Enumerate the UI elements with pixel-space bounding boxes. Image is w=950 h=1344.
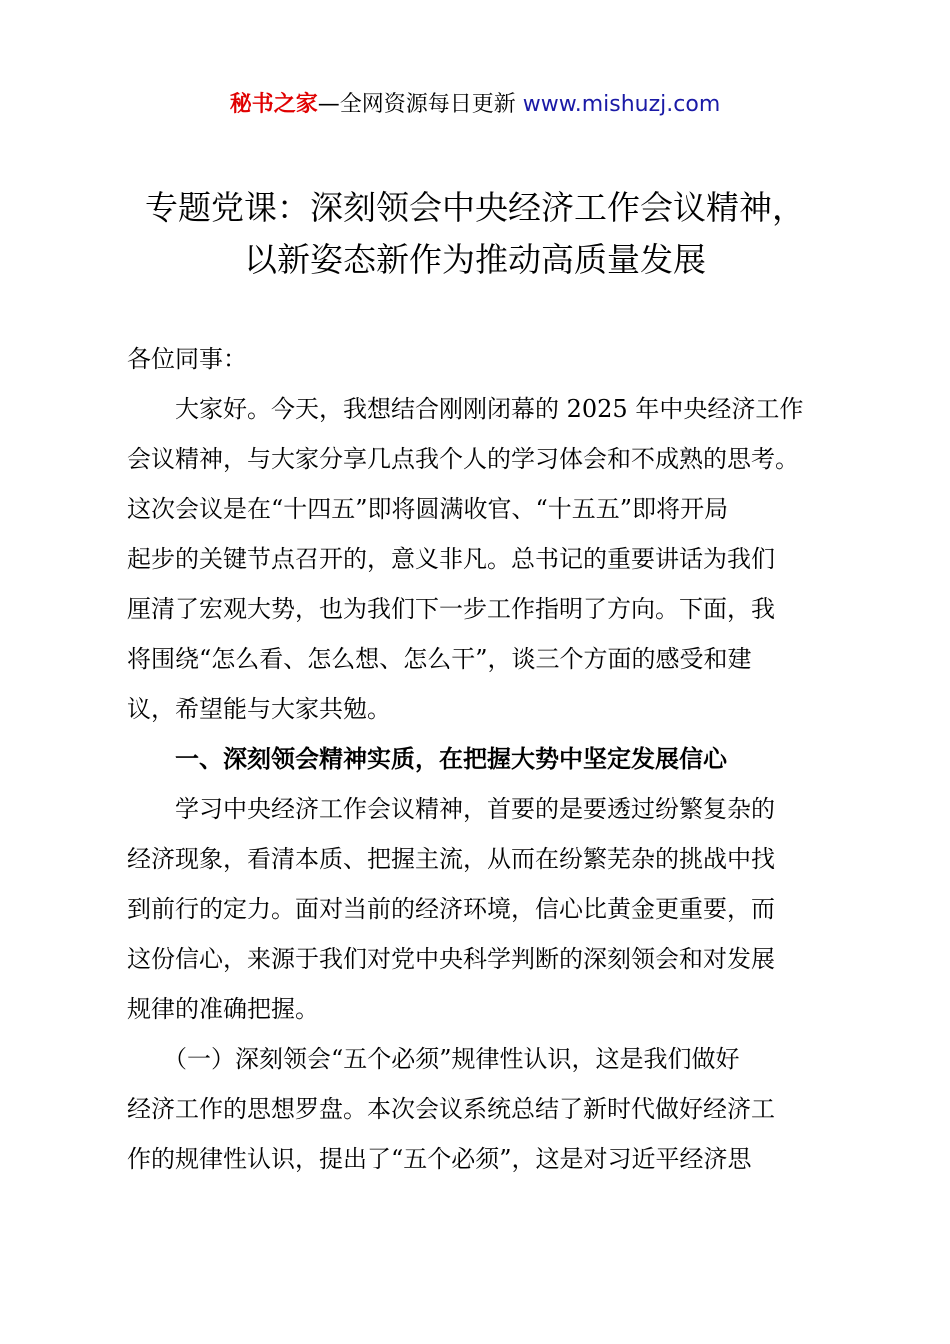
paragraph-line: 作的规律性认识，提出了“五个必须”，这是对习近平经济思 <box>127 1145 752 1173</box>
site-header <box>0 88 950 122</box>
paragraph-line: 厘清了宏观大势，也为我们下一步工作指明了方向。下面，我 <box>127 595 775 623</box>
site-url[interactable]: www.mishuzj.com <box>522 92 721 117</box>
paragraph-line: 大家好。今天，我想结合刚刚闭幕的 2025 年中央经济工作 <box>127 395 804 423</box>
document-title <box>0 182 950 286</box>
paragraph-line: 这份信心，来源于我们对党中央科学判断的深刻领会和对发展 <box>127 945 775 973</box>
brand-name: 秘书之家 <box>229 92 318 117</box>
paragraph-line: 学习中央经济工作会议精神，首要的是要透过纷繁复杂的 <box>127 795 775 823</box>
paragraph-line: 议，希望能与大家共勉。 <box>127 695 391 723</box>
paragraph-line: 经济现象，看清本质、把握主流，从而在纷繁芜杂的挑战中找 <box>127 845 775 873</box>
paragraph-line: 将围绕“怎么看、怎么想、怎么干”，谈三个方面的感受和建 <box>127 645 752 673</box>
document-body <box>127 334 847 1184</box>
title-line-2: 以新姿态新作为推动高质量发展 <box>244 240 706 279</box>
title-line-1: 专题党课：深刻领会中央经济工作会议精神， <box>145 188 805 227</box>
paragraph-line: 起步的关键节点召开的，意义非凡。总书记的重要讲话为我们 <box>127 545 775 573</box>
paragraph-line: 经济工作的思想罗盘。本次会议系统总结了新时代做好经济工 <box>127 1095 775 1123</box>
paragraph-line: 到前行的定力。面对当前的经济环境，信心比黄金更重要，而 <box>127 895 775 923</box>
header-tagline: —全网资源每日更新 <box>317 92 523 117</box>
paragraph-line: 会议精神，与大家分享几点我个人的学习体会和不成熟的思考。 <box>127 445 799 473</box>
paragraph-line: 规律的准确把握。 <box>127 995 319 1023</box>
paragraph-line: （一）深刻领会“五个必须”规律性认识，这是我们做好 <box>127 1045 740 1073</box>
salutation: 各位同事： <box>127 345 247 373</box>
section-heading: 一、深刻领会精神实质，在把握大势中坚定发展信心 <box>127 745 727 773</box>
paragraph-line: 这次会议是在“十四五”即将圆满收官、“十五五”即将开局 <box>127 495 729 523</box>
